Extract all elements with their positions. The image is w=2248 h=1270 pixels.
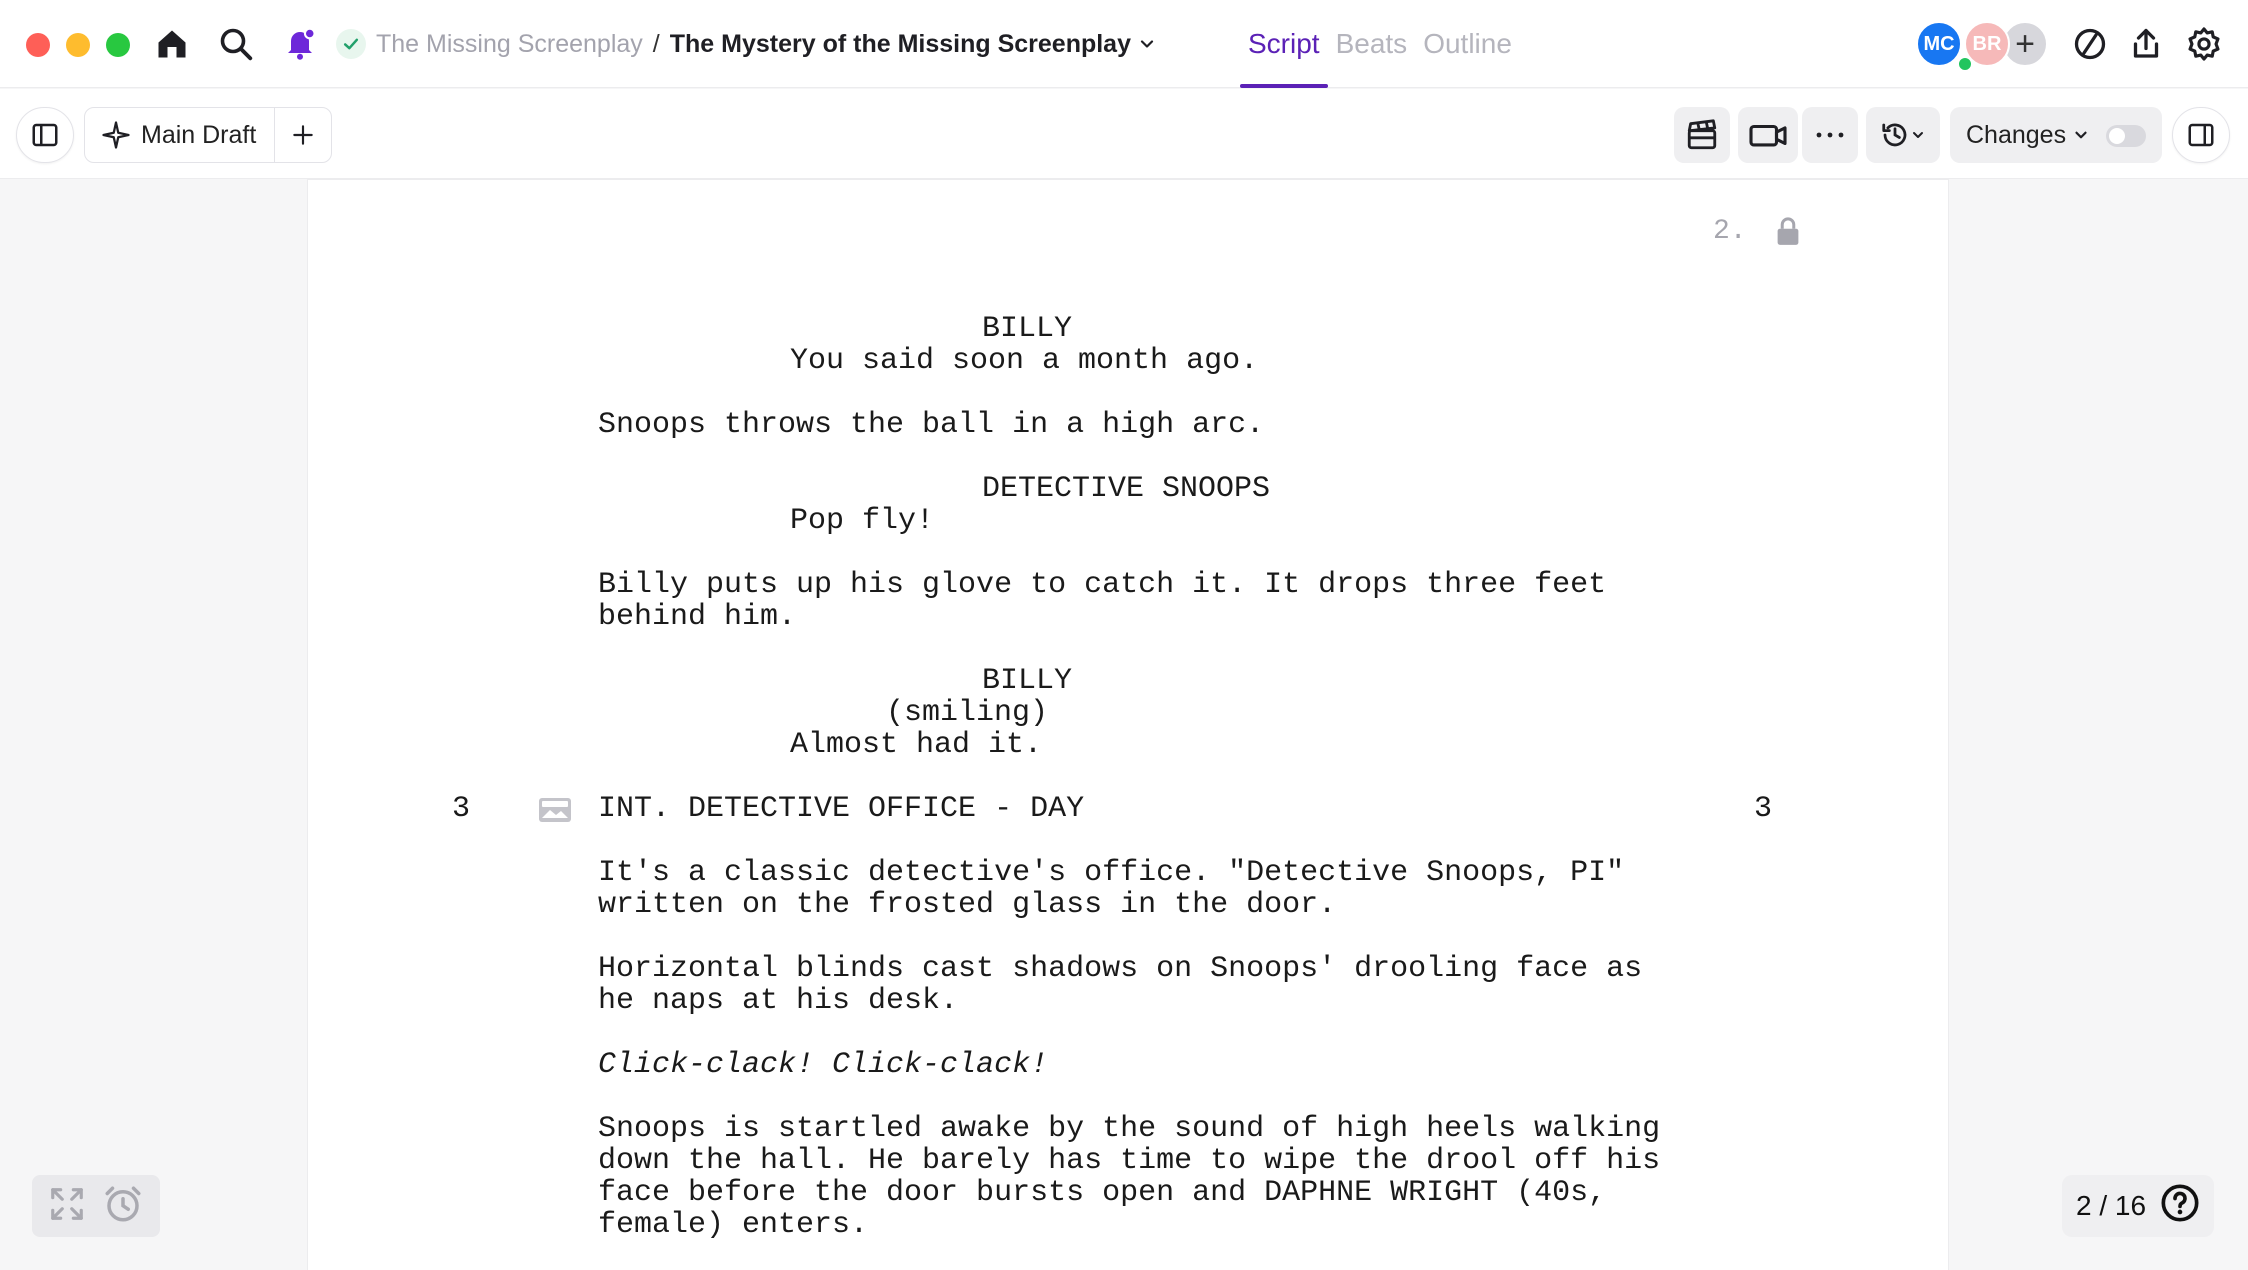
action: Snoops throws the ball in a high arc.: [598, 408, 1265, 442]
right-panel-toggle-button[interactable]: [2172, 107, 2230, 163]
dialogue: Pop fly!: [790, 504, 935, 538]
add-draft-button[interactable]: [275, 108, 331, 162]
chevron-down-icon[interactable]: [1137, 34, 1157, 54]
tab-outline[interactable]: Outline: [1423, 28, 1512, 59]
tab-beats[interactable]: Beats: [1335, 28, 1408, 59]
alarm-clock-icon[interactable]: [102, 1183, 144, 1230]
avatar-br[interactable]: BR: [1964, 21, 2010, 67]
production-mode-button[interactable]: [1674, 107, 1730, 163]
expand-icon[interactable]: [48, 1185, 86, 1228]
right-panel-icon: [2186, 120, 2216, 150]
action: It's a classic detective's office. "Detective Snoops, PI": [598, 856, 1625, 890]
action: Billy puts up his glove to catch it. It drops three feet: [598, 568, 1607, 602]
plus-icon: [290, 122, 316, 148]
clapperboard-icon: [1685, 118, 1719, 152]
home-icon[interactable]: [150, 22, 194, 66]
character-name: BILLY: [982, 312, 1073, 346]
parenthetical: (smiling): [886, 696, 1049, 730]
online-status-dot: [1957, 56, 1973, 72]
synced-check-icon: [336, 29, 366, 59]
scene-number-right: 3: [1754, 792, 1773, 826]
video-camera-icon: [1748, 118, 1788, 152]
history-button[interactable]: [1866, 107, 1940, 163]
scene-image-icon[interactable]: [538, 797, 572, 828]
script-page: [308, 180, 1948, 1270]
sparkle-icon: [101, 120, 131, 150]
share-export-icon[interactable]: [2124, 22, 2168, 66]
character-name: DETECTIVE SNOOPS: [982, 472, 1271, 506]
close-window-button[interactable]: [26, 33, 50, 57]
breadcrumb: [336, 22, 1157, 66]
left-sidebar-toggle-button[interactable]: [16, 107, 74, 163]
editor-toolbar: [0, 89, 2248, 179]
breadcrumb-project-link[interactable]: The Missing Screenplay: [376, 29, 643, 58]
search-icon[interactable]: [214, 22, 258, 66]
action: Click-clack! Click-clack!: [598, 1048, 1049, 1082]
dialogue: You said soon a month ago.: [790, 344, 1259, 378]
view-tabs: [1240, 0, 1520, 88]
chevron-down-icon: [2072, 126, 2090, 144]
notification-bell-icon[interactable]: [278, 22, 322, 66]
action: Snoops is startled awake by the sound of high heels walking: [598, 1112, 1661, 1146]
settings-gear-icon[interactable]: [2182, 22, 2226, 66]
chevron-down-icon: [1910, 127, 1926, 143]
history-icon: [1880, 120, 1910, 150]
sidebar-icon: [30, 120, 60, 150]
action: face before the door bursts open and DAPHNE WRIGHT (40s,: [598, 1176, 1607, 1210]
action: behind him.: [598, 600, 797, 634]
changes-toggle[interactable]: [2106, 125, 2146, 147]
action: female) enters.: [598, 1208, 869, 1242]
pagination-indicator[interactable]: [2062, 1175, 2214, 1237]
title-bar: [0, 0, 2248, 88]
draft-label: Main Draft: [141, 120, 257, 149]
changes-dropdown[interactable]: [1950, 107, 2162, 163]
screenplay-text[interactable]: [308, 180, 1948, 1270]
focus-mode-icon[interactable]: [2068, 22, 2112, 66]
tab-script[interactable]: Script: [1240, 0, 1328, 88]
add-collaborator-button[interactable]: +: [2002, 21, 2048, 67]
page-count: 2 / 16: [2075, 1190, 2147, 1221]
more-options-button[interactable]: [1802, 107, 1858, 163]
main-draft-button[interactable]: [85, 108, 275, 162]
action: Horizontal blinds cast shadows on Snoops' drooling face as: [598, 952, 1643, 986]
changes-label: Changes: [1966, 120, 2067, 149]
character-name: BILLY: [982, 664, 1073, 698]
bottom-left-tools: [32, 1175, 160, 1237]
scene-number-left: 3: [452, 792, 471, 826]
page-number: 2.: [1713, 216, 1747, 247]
help-icon[interactable]: [2160, 1183, 2200, 1230]
minimize-window-button[interactable]: [66, 33, 90, 57]
avatar-mc[interactable]: MC: [1916, 21, 1962, 67]
scene-heading: INT. DETECTIVE OFFICE - DAY: [598, 792, 1085, 826]
document-title[interactable]: The Mystery of the Missing Screenplay: [669, 29, 1131, 58]
action: written on the frosted glass in the door.: [598, 888, 1337, 922]
maximize-window-button[interactable]: [106, 33, 130, 57]
dialogue: Almost had it.: [790, 728, 1043, 762]
more-dots-icon: [1815, 130, 1845, 140]
action: down the hall. He barely has time to wipe the drool off his: [598, 1144, 1661, 1178]
breadcrumb-separator: /: [652, 29, 660, 58]
action: he naps at his desk.: [598, 984, 959, 1018]
draft-selector: [84, 107, 332, 163]
video-mode-button[interactable]: [1738, 107, 1798, 163]
